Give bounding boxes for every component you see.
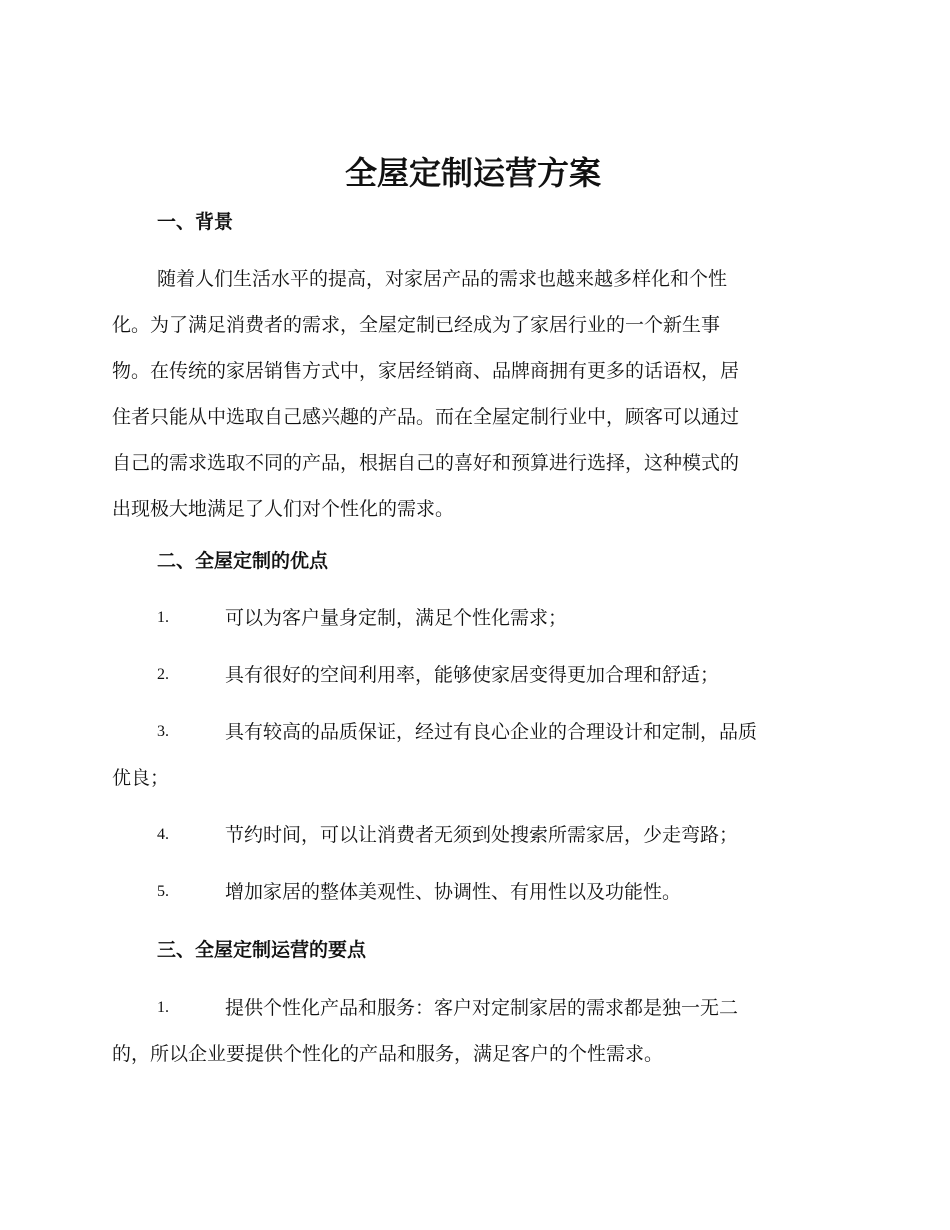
list-item-continuation: 优良； — [112, 767, 170, 789]
list-item — [112, 661, 834, 689]
paragraph-line: 随着人们生活水平的提高，对家居产品的需求也越来越多样化和个性 — [157, 268, 728, 290]
section-heading-key-points: 三、全屋定制运营的要点 — [157, 939, 367, 961]
list-item — [112, 604, 834, 632]
list-item-number: 5. — [157, 883, 169, 900]
document-title: 全屋定制运营方案 — [344, 154, 601, 192]
paragraph-line: 化。为了满足消费者的需求，全屋定制已经成为了家居行业的一个新生事 — [112, 314, 721, 336]
list-item-number: 1. — [157, 999, 169, 1016]
list-item-text: 具有很好的空间利用率，能够使家居变得更加合理和舒适； — [225, 664, 720, 686]
section-heading-background: 一、背景 — [157, 211, 234, 233]
paragraph-line: 住者只能从中选取自己感兴趣的产品。而在全屋定制行业中，顾客可以通过 — [112, 406, 740, 428]
list-item-text: 可以为客户量身定制，满足个性化需求； — [225, 607, 568, 629]
paragraph-line: 自己的需求选取不同的产品，根据自己的喜好和预算进行选择，这种模式的 — [112, 452, 740, 474]
list-item-number: 3. — [157, 723, 169, 740]
list-item-text: 增加家居的整体美观性、协调性、有用性以及功能性。 — [225, 881, 682, 903]
list-item-number: 2. — [157, 666, 169, 683]
list-item — [112, 878, 834, 906]
list-item-number: 4. — [157, 826, 169, 843]
background-paragraph — [112, 256, 834, 532]
list-item-continuation: 的，所以企业要提供个性化的产品和服务，满足客户的个性需求。 — [112, 1043, 664, 1065]
list-item — [112, 994, 834, 1065]
paragraph-line: 出现极大地满足了人们对个性化的需求。 — [112, 498, 455, 520]
list-item-number: 1. — [157, 609, 169, 626]
section-heading-advantages: 二、全屋定制的优点 — [157, 550, 329, 572]
list-item — [112, 821, 834, 849]
list-item-text: 提供个性化产品和服务：客户对定制家居的需求都是独一无二 — [225, 997, 739, 1019]
paragraph-line: 物。在传统的家居销售方式中，家居经销商、品牌商拥有更多的话语权，居 — [112, 360, 740, 382]
list-item — [112, 718, 834, 789]
list-item-text: 具有较高的品质保证，经过有良心企业的合理设计和定制，品质 — [225, 721, 758, 743]
list-item-text: 节约时间，可以让消费者无须到处搜索所需家居，少走弯路； — [225, 824, 739, 846]
